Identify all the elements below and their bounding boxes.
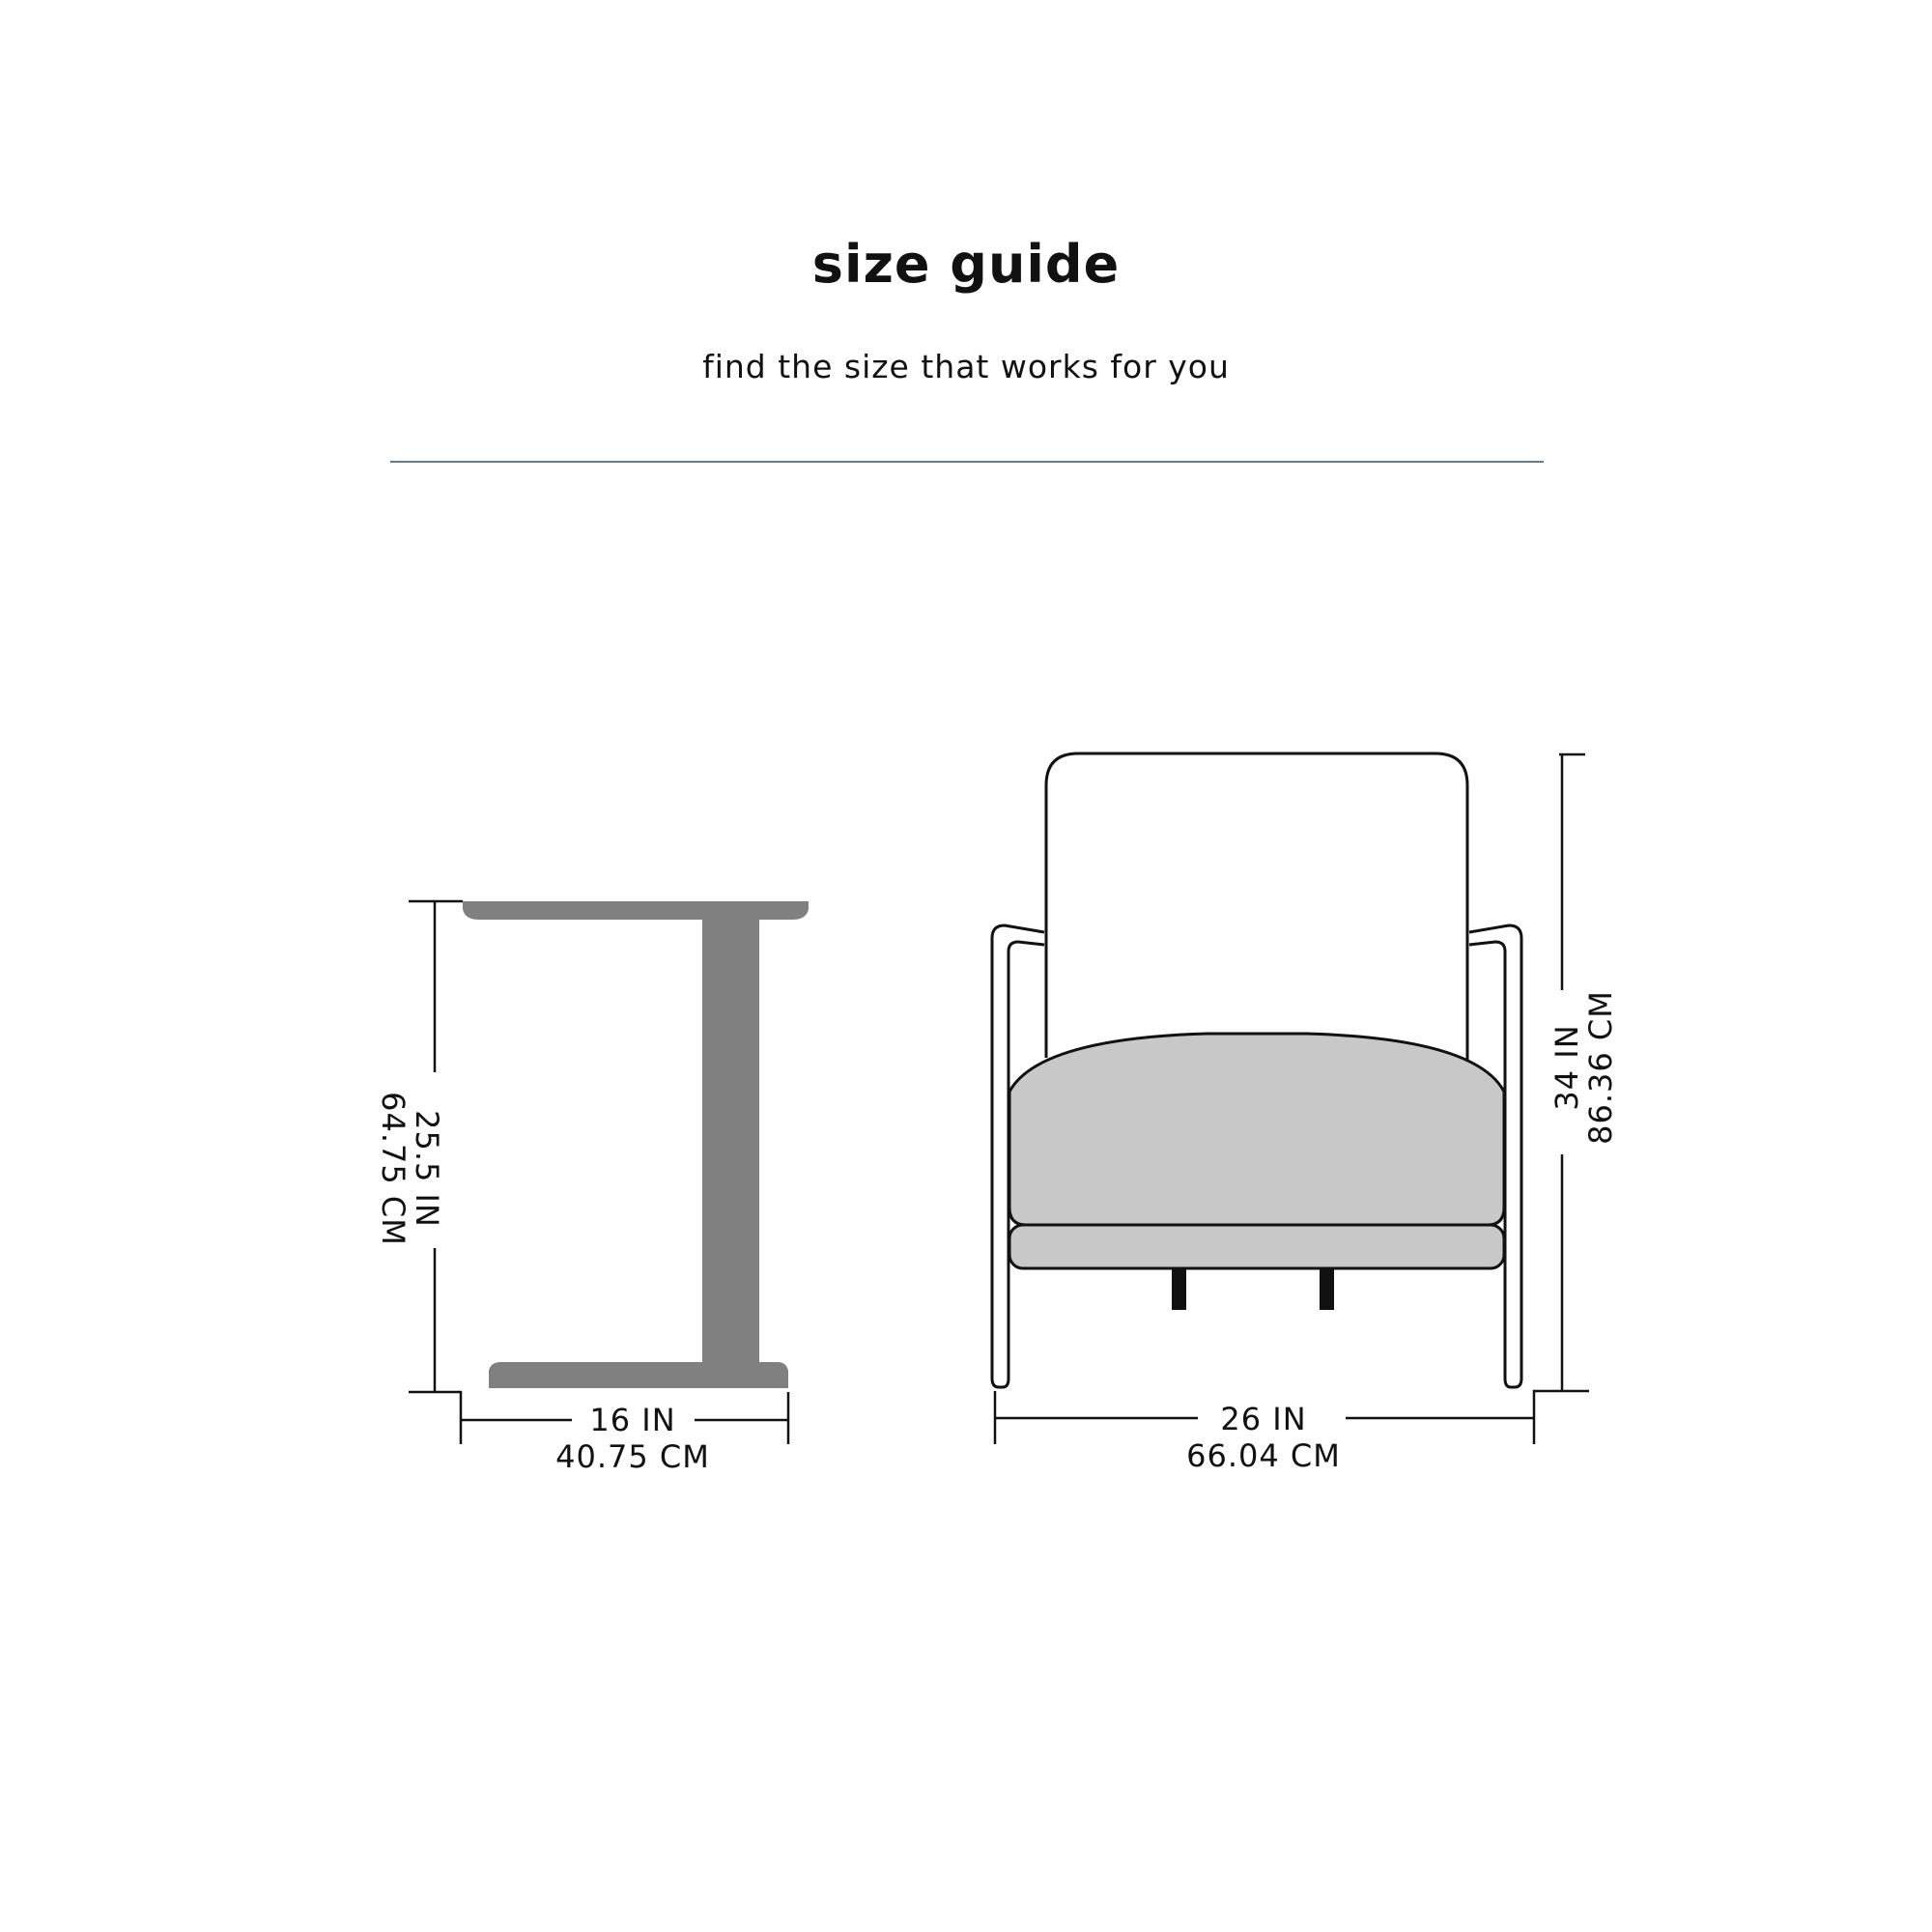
table-width-label-in: 16 IN [589, 1402, 676, 1438]
armchair [992, 753, 1521, 1387]
chair-backrest [1046, 753, 1467, 1063]
table-width-label-cm: 40.75 CM [555, 1438, 710, 1475]
chair-width-label-in: 26 IN [1220, 1401, 1307, 1437]
side-table [463, 901, 809, 1388]
table-column [702, 920, 759, 1362]
table-top [463, 901, 809, 920]
table-height-label-cm: 64.75 CM [375, 1092, 412, 1246]
chair-seat-cushion [1009, 1034, 1504, 1225]
page-title: size guide [811, 234, 1121, 295]
table-height-label-in: 25.5 IN [409, 1110, 445, 1228]
page-subtitle: find the size that works for you [702, 348, 1230, 385]
chair-right-leg [1320, 1268, 1334, 1310]
chair-height-label-in: 34 IN [1548, 1024, 1585, 1111]
chair-width-label-cm: 66.04 CM [1186, 1437, 1341, 1474]
table-base [489, 1362, 788, 1388]
chair-left-leg [1172, 1268, 1186, 1310]
chair-height-label-cm: 86.36 CM [1582, 990, 1619, 1145]
chair-base-cushion [1009, 1225, 1504, 1268]
